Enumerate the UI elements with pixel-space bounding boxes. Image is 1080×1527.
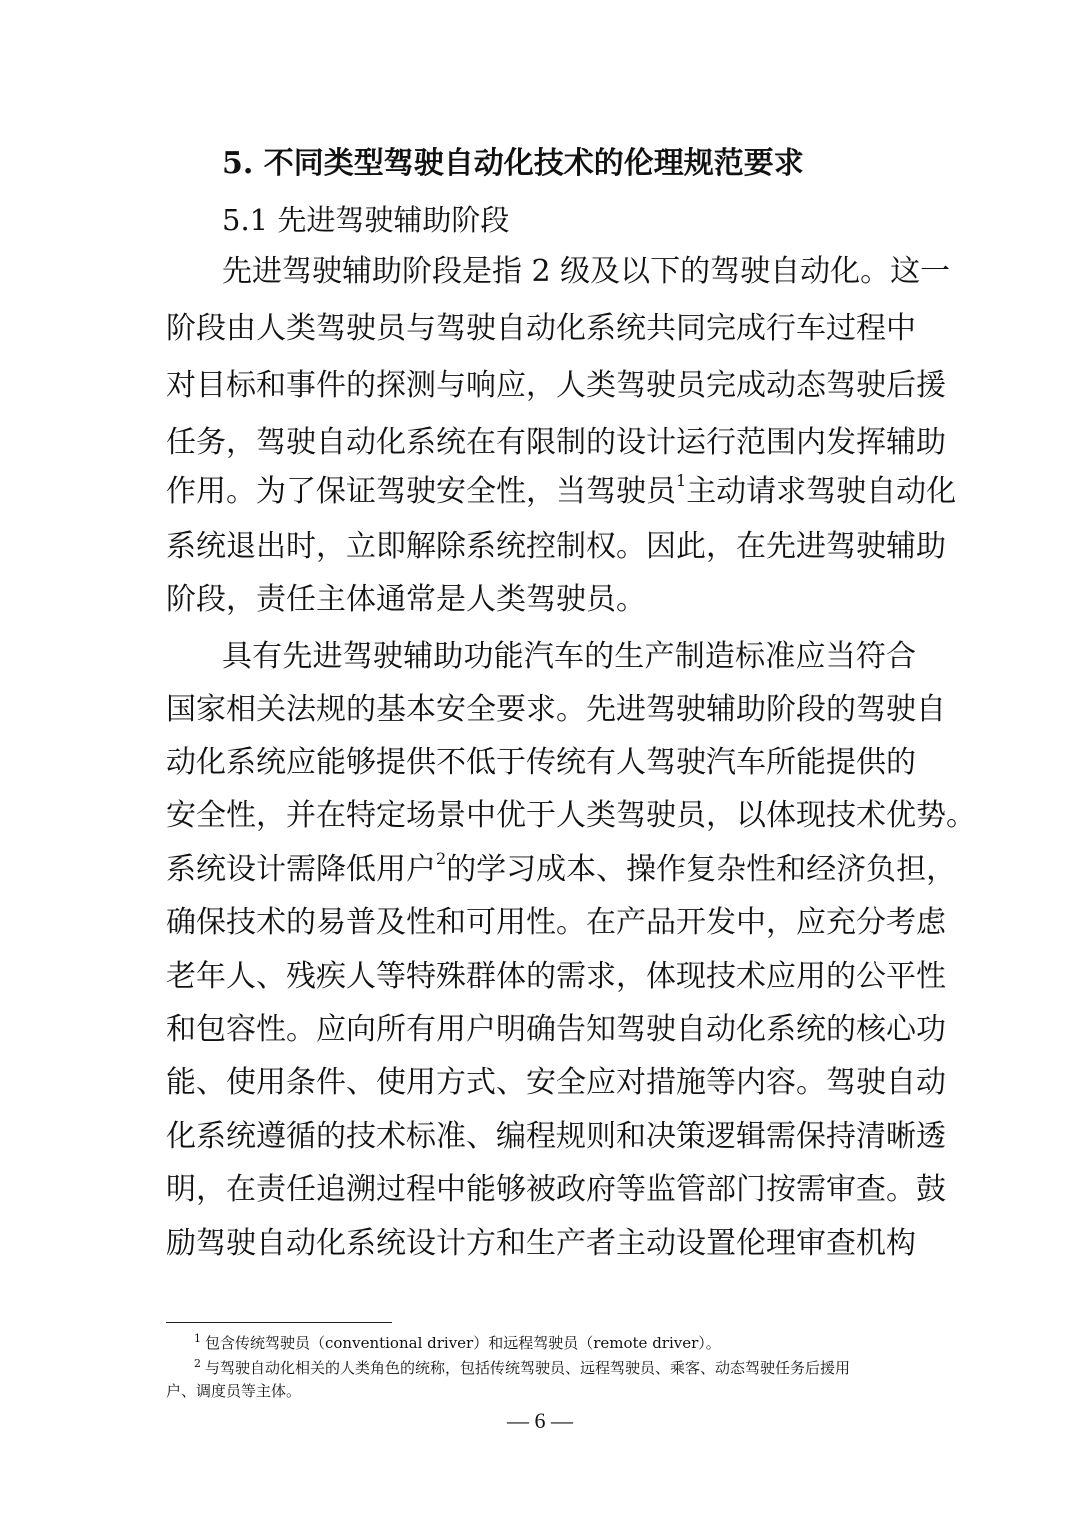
- paragraph-2-line: 国家相关法规的基本安全要求。先进驾驶辅助阶段的驾驶自: [166, 692, 946, 727]
- paragraph-2-line: 动化系统应能够提供不低于传统有人驾驶汽车所能提供的: [166, 745, 916, 780]
- paragraph-1-line: 系统退出时，立即解除系统控制权。因此，在先进驾驶辅助: [166, 529, 946, 564]
- paragraph-1-text-b: 主动请求驾驶自动化: [686, 474, 957, 509]
- paragraph-2-line: 化系统遵循的技术标准、编程规则和决策逻辑需保持清晰透: [166, 1119, 946, 1154]
- paragraph-2-line: 安全性，并在特定场景中优于人类驾驶员，以体现技术优势。: [166, 798, 976, 833]
- paragraph-2-line: 能、使用条件、使用方式、安全应对措施等内容。驾驶自动: [166, 1065, 946, 1100]
- paragraph-2-line: 明，在责任追溯过程中能够被政府等监管部门按需审查。鼓: [166, 1172, 946, 1207]
- paragraph-1-line-with-footnote: [166, 470, 957, 514]
- paragraph-1-line: 任务，驾驶自动化系统在有限制的设计运行范围内发挥辅助: [166, 425, 946, 460]
- page-number: — 6 —: [507, 1408, 573, 1433]
- footnote-ref-2: 2: [436, 849, 447, 868]
- footnote-1-text: 包含传统驾驶员（conventional driver）和远程驾驶员（remote driver）。: [205, 1334, 721, 1352]
- paragraph-2-line-with-footnote: [166, 848, 957, 892]
- footnote-1-mark: 1: [194, 1332, 201, 1345]
- paragraph-1-line: 阶段由人类驾驶员与驾驶自动化系统共同完成行车过程中: [166, 311, 916, 346]
- paragraph-2-text-a: 系统设计需降低用户: [166, 852, 436, 887]
- footnote-ref-1: 1: [676, 471, 687, 490]
- paragraph-2-line: 确保技术的易普及性和可用性。在产品开发中，应充分考虑: [166, 905, 946, 940]
- footnote-1: [194, 1330, 916, 1358]
- paragraph-1-text-a: 作用。为了保证驾驶安全性，当驾驶员: [166, 474, 676, 509]
- subsection-heading: 5.1 先进驾驶辅助阶段: [222, 203, 510, 237]
- paragraph-2-line: 老年人、残疾人等特殊群体的需求，体现技术应用的公平性: [166, 959, 946, 994]
- section-heading: 5. 不同类型驾驶自动化技术的伦理规范要求: [222, 146, 804, 181]
- paragraph-1-line: 对目标和事件的探测与响应，人类驾驶员完成动态驾驶后援: [166, 368, 946, 403]
- footnote-2-text: 与驾驶自动化相关的人类角色的统称，包括传统驾驶员、远程驾驶员、乘客、动态驾驶任务后援用: [205, 1359, 851, 1377]
- paragraph-2-line: 和包容性。应向所有用户明确告知驾驶自动化系统的核心功: [166, 1012, 946, 1047]
- paragraph-2-text-b: 的学习成本、操作复杂性和经济负担，: [446, 852, 957, 887]
- footnote-2-continuation: 户、调度员等主体。: [166, 1382, 302, 1400]
- paragraph-1-line: 阶段，责任主体通常是人类驾驶员。: [166, 582, 646, 617]
- footnote-2-mark: 2: [194, 1357, 201, 1370]
- paragraph-1-line: 先进驾驶辅助阶段是指 2 级及以下的驾驶自动化。这一: [222, 254, 951, 289]
- footnote-separator: [166, 1322, 392, 1323]
- paragraph-2-line: 励驾驶自动化系统设计方和生产者主动设置伦理审查机构: [166, 1226, 916, 1261]
- paragraph-2-line: 具有先进驾驶辅助功能汽车的生产制造标准应当符合: [222, 639, 916, 674]
